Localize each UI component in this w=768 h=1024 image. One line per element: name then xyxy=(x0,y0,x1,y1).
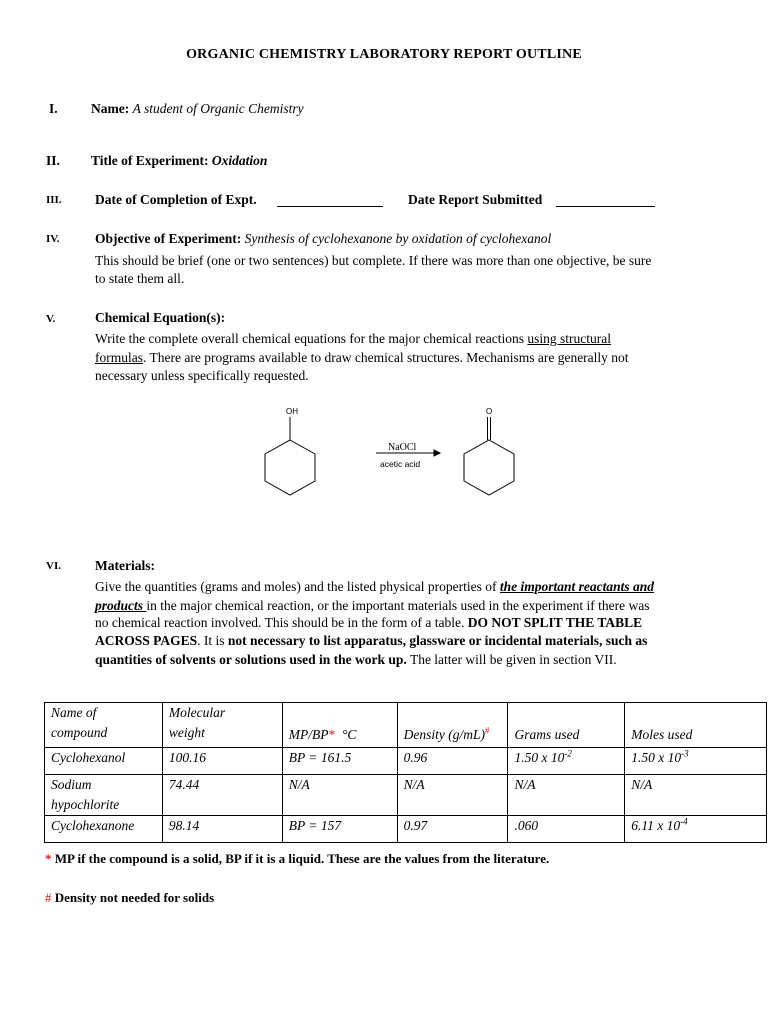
completion-date-label: Date of Completion of Expt. xyxy=(95,192,257,207)
table-cell: N/A xyxy=(508,775,625,816)
reagent-label: NaOCl xyxy=(388,442,417,453)
table-cell: Cyclohexanone xyxy=(45,816,163,843)
footnote-marker: # xyxy=(485,725,490,736)
objective-text-2: to state them all. xyxy=(95,271,185,286)
materials-text-segment: The latter will be given in section VII. xyxy=(406,652,617,667)
table-cell: BP = 157 xyxy=(282,816,397,843)
equations-text-3: necessary unless specifically requested. xyxy=(95,368,309,383)
header-cell xyxy=(508,703,625,748)
header-text: Density (g/mL) xyxy=(403,727,486,742)
value-text: 1.50 x 10 xyxy=(631,750,682,765)
footnote-marker: * xyxy=(328,727,336,742)
table-cell: 0.96 xyxy=(397,748,508,775)
cyclohexanone-structure xyxy=(464,417,514,495)
exponent: -4 xyxy=(680,816,688,827)
exponent: -2 xyxy=(564,748,572,759)
solvent-label: acetic acid xyxy=(380,459,421,469)
objective-label: Objective of Experiment: xyxy=(95,231,242,246)
submitted-date-label: Date Report Submitted xyxy=(408,192,543,207)
table-cell: 100.16 xyxy=(162,748,282,775)
table-cell xyxy=(508,748,625,775)
materials-text-4 xyxy=(95,632,647,651)
materials-text-bold: quantities of solvents or solutions used in the work up. xyxy=(95,652,407,667)
page-title: ORGANIC CHEMISTRY LABORATORY REPORT OUTLINE xyxy=(186,47,582,62)
footnote-text: Density not needed for solids xyxy=(54,890,215,905)
materials-text-bold: ACROSS PAGES xyxy=(95,633,198,648)
header-cell xyxy=(282,703,397,748)
table-cell xyxy=(625,748,767,775)
materials-text-segment: in the major chemical reaction, or the important materials used in the experiment if there was xyxy=(146,598,650,613)
objective-value: Synthesis of cyclohexanone by oxidation of cyclohexanol xyxy=(244,231,552,246)
materials-text-1 xyxy=(95,578,654,597)
materials-text-bold: not necessary to list apparatus, glassware or incidental materials, such as xyxy=(227,633,648,648)
table-cell: N/A xyxy=(625,775,767,816)
footnote-star xyxy=(45,851,549,867)
header-text: Moles used xyxy=(631,727,693,742)
header-cell xyxy=(162,703,282,748)
materials-text-5 xyxy=(95,651,617,670)
header-cell xyxy=(45,703,163,748)
product-group-label: O xyxy=(486,407,493,416)
reaction-scheme xyxy=(250,400,530,505)
submitted-date-blank xyxy=(556,195,655,207)
objective-text-1: This should be brief (one or two sentences) but complete. If there was more than one objective, be sure xyxy=(95,253,652,268)
materials-text-segment: no chemical reaction involved. This should be in the form of a table. xyxy=(95,615,468,630)
table-cell: N/A xyxy=(397,775,508,816)
table-cell: 0.97 xyxy=(397,816,508,843)
equations-text-2 xyxy=(95,349,629,368)
value-text: 6.11 x 10 xyxy=(631,818,681,833)
experiment-title-line xyxy=(91,153,267,169)
materials-table xyxy=(44,702,767,843)
section-number: III. xyxy=(46,194,62,206)
header-text: Name of xyxy=(51,705,97,720)
header-cell xyxy=(625,703,767,748)
table-cell: N/A xyxy=(282,775,397,816)
materials-text-bold: DO NOT SPLIT THE TABLE xyxy=(467,615,643,630)
materials-text-segment: Give the quantities (grams and moles) and the listed physical properties of xyxy=(95,579,500,594)
experiment-title-label: Title of Experiment: xyxy=(91,153,209,168)
completion-date-blank xyxy=(277,195,383,207)
materials-text-emphasis: products xyxy=(95,598,147,613)
table-cell: .060 xyxy=(508,816,625,843)
header-cell xyxy=(397,703,508,748)
footnote-text: MP if the compound is a solid, BP if it is a liquid. These are the values from the literature. xyxy=(54,851,550,866)
objective-line xyxy=(95,231,551,247)
footnote-marker: # xyxy=(45,890,52,905)
section-number: I. xyxy=(49,101,58,116)
header-text: MP/BP xyxy=(288,727,329,742)
name-line xyxy=(91,101,304,117)
section-number: II. xyxy=(46,153,60,168)
value-text: 1.50 x 10 xyxy=(514,750,565,765)
materials-text-segment: . It is xyxy=(197,633,228,648)
reactant-group-label: OH xyxy=(286,407,298,416)
equations-text-underlined: formulas xyxy=(95,350,143,365)
table-cell xyxy=(625,816,767,843)
table-cell: 74.44 xyxy=(162,775,282,816)
table-cell xyxy=(45,775,163,816)
footnote-marker: * xyxy=(45,851,52,866)
table-row xyxy=(45,775,767,816)
header-text: compound xyxy=(51,725,108,740)
materials-text-3 xyxy=(95,614,642,633)
experiment-title-value: Oxidation xyxy=(211,153,268,168)
table-row xyxy=(45,816,767,843)
equations-text-underlined: using structural xyxy=(527,331,612,346)
materials-text-2 xyxy=(95,597,649,616)
table-cell: 98.14 xyxy=(162,816,282,843)
section-number: VI. xyxy=(46,560,61,572)
equations-text-1 xyxy=(95,330,611,349)
table-row xyxy=(45,748,767,775)
section-number: IV. xyxy=(46,233,60,245)
table-header-row xyxy=(45,703,767,748)
value-text: Sodium xyxy=(51,777,92,792)
footnote-hash xyxy=(45,890,214,906)
header-text: weight xyxy=(168,725,205,740)
header-text: °C xyxy=(342,727,357,742)
materials-text-emphasis: the important reactants and xyxy=(499,579,655,594)
equations-text-segment: Write the complete overall chemical equations for the major chemical reactions xyxy=(95,331,528,346)
value-text: hypochlorite xyxy=(51,797,120,812)
section-number: V. xyxy=(46,313,56,325)
header-text: Molecular xyxy=(168,705,226,720)
table-cell: Cyclohexanol xyxy=(45,748,163,775)
materials-label: Materials: xyxy=(95,558,155,573)
cyclohexanol-structure xyxy=(265,417,315,495)
name-value: A student of Organic Chemistry xyxy=(132,101,304,116)
table-cell: BP = 161.5 xyxy=(282,748,397,775)
header-text: Grams used xyxy=(514,727,580,742)
equations-label: Chemical Equation(s): xyxy=(95,310,226,325)
equations-text-segment: . There are programs available to draw chemical structures. Mechanisms are generally not xyxy=(143,350,629,365)
exponent: -3 xyxy=(681,748,689,759)
name-label: Name: xyxy=(91,101,130,116)
